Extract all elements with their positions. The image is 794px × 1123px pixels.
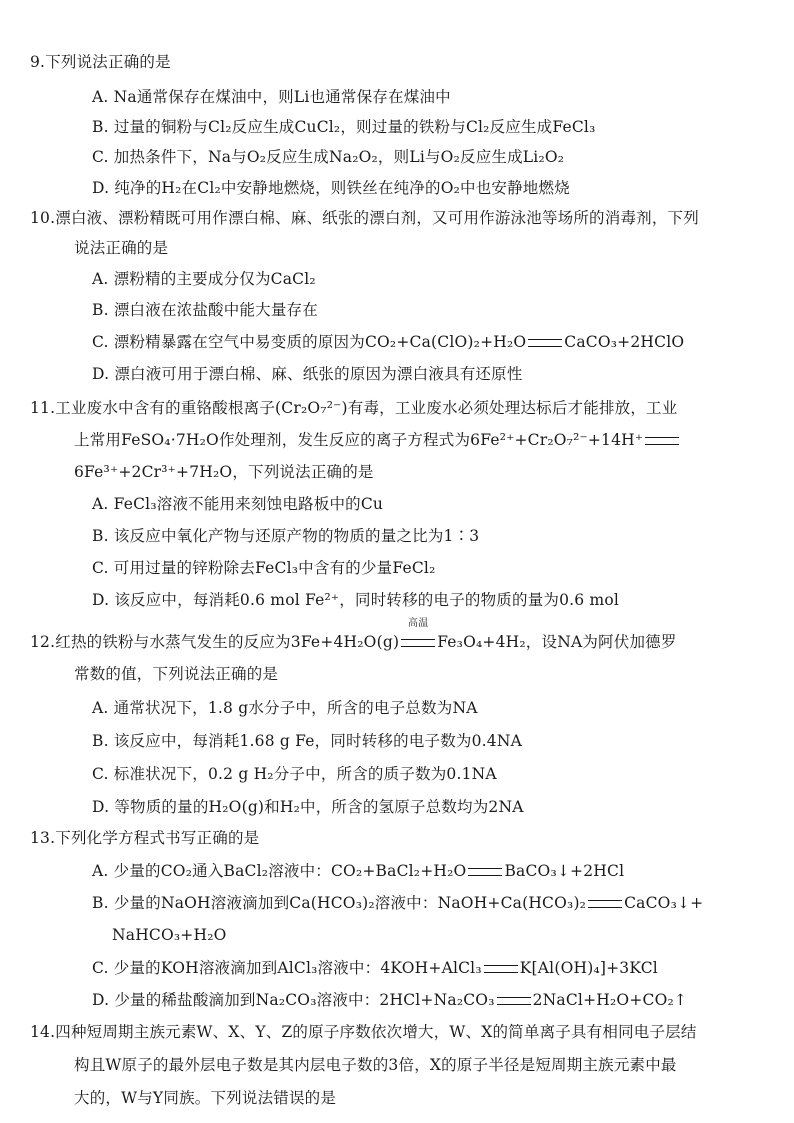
q10-option-d: D. 漂白液可用于漂白棉、麻、纸张的原因为漂白液具有还原性	[92, 365, 523, 383]
q9-option-c: C. 加热条件下，Na与O₂反应生成Na₂O₂，则Li与O₂反应生成Li₂O₂	[92, 148, 565, 166]
q11-option-d: D. 该反应中，每消耗0.6 mol Fe²⁺，同时转移的电子的物质的量为0.6 mol	[92, 591, 620, 609]
equals-sign	[484, 965, 518, 973]
reaction-condition: 高温	[408, 618, 429, 629]
q12-option-d: D. 等物质的量的H₂O(g)和H₂中，所含的氢原子总数均为2NA	[92, 798, 524, 816]
q10-option-b: B. 漂白液在浓盐酸中能大量存在	[92, 301, 318, 319]
q11-stem-line2	[74, 430, 681, 450]
q11-option-a: A. FeCl₃溶液不能用来刻蚀电路板中的Cu	[92, 495, 384, 513]
q12-stem-line1-text: 12.红热的铁粉与水蒸气发生的反应为3Fe+4H₂O(g)	[30, 633, 400, 651]
q13-option-b-products: CaCO₃↓+	[624, 894, 704, 912]
q13-option-c-reactants: C. 少量的KOH溶液滴加到AlCl₃溶液中：4KOH+AlCl₃	[92, 959, 482, 977]
q12-stem-line1-products: Fe₃O₄+4H₂，设NA为阿伏加德罗	[437, 633, 677, 651]
q10-stem-line2: 说法正确的是	[74, 239, 169, 257]
q13-option-a	[92, 861, 624, 881]
equals-sign	[645, 437, 679, 445]
q13-option-b-reactants: B. 少量的NaOH溶液滴加到Ca(HCO₃)₂溶液中：NaOH+Ca(HCO₃)₂	[92, 894, 587, 912]
q10-option-c-reactants: C. 漂粉精暴露在空气中易变质的原因为CO₂+Ca(ClO)₂+H₂O	[92, 333, 527, 351]
q10-option-c-products: CaCO₃+2HClO	[564, 333, 685, 351]
q12-option-a: A. 通常状况下，1.8 g水分子中，所含的电子总数为NA	[92, 699, 478, 717]
q13-option-d	[92, 990, 687, 1010]
q10-stem-line1: 10.漂白液、漂粉精既可用作漂白棉、麻、纸张的漂白剂，又可用作游泳池等场所的消毒剂，下列	[30, 209, 699, 227]
q9-stem: 9.下列说法正确的是	[30, 53, 171, 71]
q13-option-d-products: 2NaCl+H₂O+CO₂↑	[532, 991, 688, 1009]
q10-option-a: A. 漂粉精的主要成分仅为CaCl₂	[92, 270, 316, 288]
reaction-condition-arrow	[399, 618, 437, 652]
q13-option-a-reactants: A. 少量的CO₂通入BaCl₂溶液中：CO₂+BaCl₂+H₂O	[92, 862, 467, 880]
q9-option-b: B. 过量的铜粉与Cl₂反应生成CuCl₂，则过量的铁粉与Cl₂反应生成FeCl₃	[92, 118, 596, 136]
q14-stem-line1: 14.四种短周期主族元素W、X、Y、Z的原子序数依次增大，W、X的简单离子具有相同电子层结	[30, 1023, 697, 1041]
q14-stem-line2: 构且W原子的最外层电子数是其内层电子数的3倍，X的原子半径是短周期主族元素中最	[74, 1056, 677, 1074]
q12-stem-line1	[30, 618, 677, 652]
equals-sign	[528, 339, 562, 347]
q11-stem-line3: 6Fe³⁺+2Cr³⁺+7H₂O，下列说法正确的是	[74, 463, 374, 481]
q14-stem-line3: 大的，W与Y同族。下列说法错误的是	[74, 1089, 337, 1107]
q13-option-c-products: K[Al(OH)₄]+3KCl	[519, 959, 658, 977]
q11-stem-line1: 11.工业废水中含有的重铬酸根离子(Cr₂O₇²⁻)有毒，工业废水必须处理达标后才能排放，工业	[30, 399, 678, 417]
q10-option-c	[92, 332, 684, 352]
q13-stem: 13.下列化学方程式书写正确的是	[30, 829, 260, 847]
q13-option-b-continued: NaHCO₃+H₂O	[112, 926, 227, 944]
equals-sign	[588, 900, 622, 908]
q11-option-c: C. 可用过量的锌粉除去FeCl₃中含有的少量FeCl₂	[92, 559, 436, 577]
equals-sign	[497, 997, 531, 1005]
q9-option-d: D. 纯净的H₂在Cl₂中安静地燃烧，则铁丝在纯净的O₂中也安静地燃烧	[92, 179, 570, 197]
q13-option-a-products: BaCO₃↓+2HCl	[504, 862, 625, 880]
q12-option-c: C. 标准状况下，0.2 g H₂分子中，所含的质子数为0.1NA	[92, 765, 497, 783]
q11-option-b: B. 该反应中氧化产物与还原产物的物质的量之比为1∶3	[92, 527, 480, 545]
q13-option-b	[92, 893, 703, 913]
equals-sign	[468, 868, 502, 876]
q9-option-a: A. Na通常保存在煤油中，则Li也通常保存在煤油中	[92, 88, 451, 106]
q12-option-b: B. 该反应中，每消耗1.68 g Fe，同时转移的电子数为0.4NA	[92, 732, 523, 750]
q13-option-c	[92, 958, 658, 978]
q13-option-d-reactants: D. 少量的稀盐酸滴加到Na₂CO₃溶液中：2HCl+Na₂CO₃	[92, 991, 495, 1009]
q12-stem-line2: 常数的值，下列说法正确的是	[74, 665, 279, 683]
q11-stem-line2-text: 上常用FeSO₄·7H₂O作处理剂，发生反应的离子方程式为6Fe²⁺+Cr₂O₇²⁻+14H⁺	[74, 431, 644, 449]
